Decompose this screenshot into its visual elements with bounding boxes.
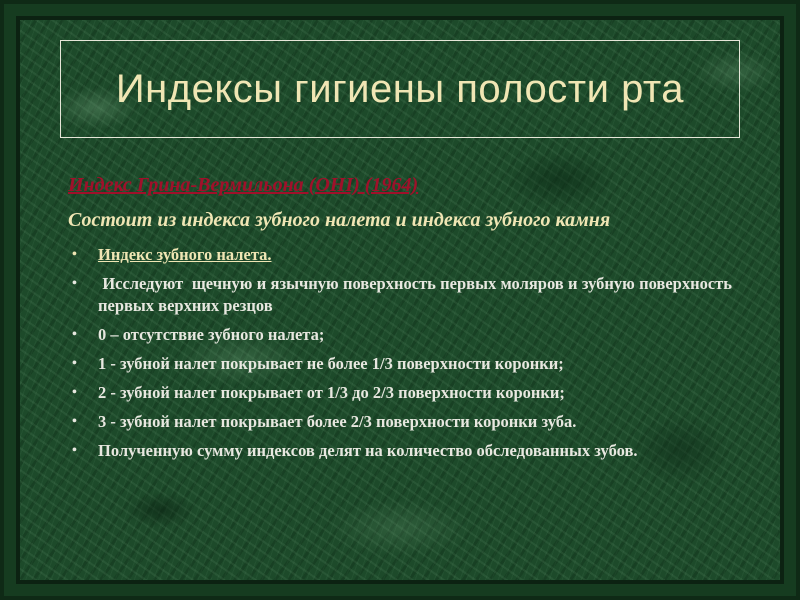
slide-title: Индексы гигиены полости рта xyxy=(115,66,685,111)
index-heading-link[interactable]: Индекс Грина-Вермильона (OHI) (1964) xyxy=(68,174,419,196)
bullet-list xyxy=(68,244,737,462)
list-item-text: 3 - зубной налет покрывает более 2/3 поверхности коронки зуба. xyxy=(98,412,577,431)
bullet-icon: • xyxy=(72,414,77,429)
list-item xyxy=(68,411,732,433)
list-item-text: 1 - зубной налет покрывает не более 1/3 поверхности коронки; xyxy=(98,354,564,373)
list-item-text: Полученную сумму индексов делят на количество обследованных зубов. xyxy=(98,441,638,460)
bullet-icon: • xyxy=(72,247,77,262)
bullet-icon: • xyxy=(72,356,77,371)
title-frame xyxy=(60,40,740,138)
list-item-text: 0 – отсутствие зубного налета; xyxy=(98,325,325,344)
list-item xyxy=(68,382,732,404)
list-item xyxy=(68,273,737,317)
list-item-text: Исследуют щечную и язычную поверхность первых моляров и зубную поверхность первых верхних резцов xyxy=(98,274,737,315)
list-item xyxy=(68,324,732,346)
list-item xyxy=(68,440,732,462)
list-item xyxy=(68,353,732,375)
bullet-icon: • xyxy=(72,443,77,458)
slide-content xyxy=(68,172,737,469)
bullet-icon: • xyxy=(72,327,77,342)
index-description: Состоит из индекса зубного налета и индекса зубного камня xyxy=(68,209,611,231)
list-item xyxy=(68,244,732,266)
list-item-text: Индекс зубного налета. xyxy=(98,245,272,264)
list-item-text: 2 - зубной налет покрывает от 1/3 до 2/3 поверхности коронки; xyxy=(98,383,565,402)
bullet-icon: • xyxy=(72,276,77,291)
bullet-icon: • xyxy=(72,385,77,400)
